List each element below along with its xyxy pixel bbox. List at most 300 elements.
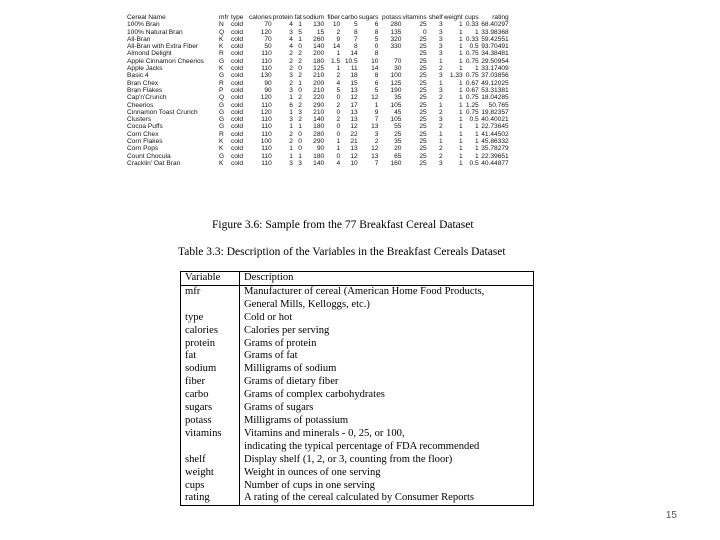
table-cell: 25 xyxy=(419,43,427,51)
variable-name: fiber xyxy=(181,376,240,389)
variable-description: Grams of complex carbohydrates xyxy=(244,389,385,401)
table-cell: 1 xyxy=(475,152,479,160)
table-cell: 1 xyxy=(289,152,293,160)
table-cell: 130 xyxy=(313,21,325,29)
table-cell: 1 xyxy=(459,86,463,94)
table-cell: 50 xyxy=(264,43,272,51)
table-cell: 210 xyxy=(313,72,325,80)
variable-name: fat xyxy=(181,350,240,363)
table-cell: 120 xyxy=(260,108,272,116)
table-cell: 1 xyxy=(459,130,463,138)
table-cell: 65 xyxy=(394,152,402,160)
variable-name: rating xyxy=(181,492,240,505)
sample-header-cell: type xyxy=(231,14,244,21)
table-cell: 33.17409 xyxy=(481,65,509,73)
table-cell: 25 xyxy=(419,57,427,65)
table-cell: K xyxy=(219,138,224,146)
table-cell: Apple Jacks xyxy=(127,65,163,73)
table-cell: 2 xyxy=(374,138,379,146)
table-cell: 18 xyxy=(350,72,358,80)
table-cell: 8 xyxy=(354,28,358,36)
table-cell: 70 xyxy=(264,35,272,43)
table-row xyxy=(127,80,510,87)
table-cell: 25 xyxy=(419,65,427,73)
table-cell: 3 xyxy=(289,72,293,80)
table-cell: 50.765 xyxy=(488,101,509,109)
figure-caption: Figure 3.6: Sample from the 77 Breakfast Cereal Dataset xyxy=(212,219,474,231)
table-cell: 3 xyxy=(289,86,293,94)
variable-row xyxy=(181,299,534,312)
table-cell: 35.78279 xyxy=(481,145,509,153)
table-cell: R xyxy=(219,50,224,58)
table-cell: 0 xyxy=(298,43,302,51)
table-cell: 37.03856 xyxy=(481,72,509,80)
table-cell: cold xyxy=(231,94,244,102)
table-cell: 11 xyxy=(350,65,358,73)
table-cell: 15 xyxy=(350,79,358,87)
table-cell: 100 xyxy=(390,72,402,80)
table-cell: 100 xyxy=(260,138,272,146)
table-cell: 190 xyxy=(390,86,402,94)
variable-name: vitamins xyxy=(181,428,240,441)
table-cell: 2 xyxy=(438,152,443,160)
table-cell: Almond Delight xyxy=(127,50,172,58)
table-cell: 1 xyxy=(459,35,463,43)
table-cell: 1 xyxy=(475,130,479,138)
table-cell: G xyxy=(219,57,225,65)
table-row xyxy=(127,94,510,101)
table-cell: 9 xyxy=(336,35,341,43)
table-cell: 5 xyxy=(374,86,379,94)
table-cell: 1 xyxy=(298,152,302,160)
table-cell: 53.31381 xyxy=(481,86,509,94)
table-cell: 210 xyxy=(313,108,325,116)
table-cell: 3 xyxy=(438,43,443,51)
variable-row xyxy=(181,480,534,493)
table-cell: 1 xyxy=(438,130,443,138)
table-cell: Cheerios xyxy=(127,101,154,109)
table-cell: 0.75 xyxy=(465,94,479,102)
table-cell: 2 xyxy=(438,94,443,102)
table-cell: 1 xyxy=(336,138,341,146)
table-cell: 30 xyxy=(394,65,402,73)
table-cell: 25 xyxy=(419,123,427,131)
table-cell: 0.67 xyxy=(465,86,479,94)
table-cell: 13 xyxy=(350,145,358,153)
table-cell: Corn Pops xyxy=(127,145,159,153)
sample-header-cell: weight xyxy=(443,14,463,21)
table-cell: 25 xyxy=(419,72,427,80)
table-cell: 1 xyxy=(298,21,302,29)
table-cell: 1 xyxy=(289,123,293,131)
table-cell: R xyxy=(219,130,224,138)
table-cell: 10 xyxy=(332,21,341,29)
sample-header-cell: sodium xyxy=(302,14,325,21)
variable-row xyxy=(181,492,534,505)
variable-name: potass xyxy=(181,415,240,428)
table-cell: cold xyxy=(231,57,244,65)
table-cell: 100% Bran xyxy=(127,21,160,29)
table-cell: 1 xyxy=(298,35,302,43)
table-cell: Corn Flakes xyxy=(127,138,163,146)
table-cell: 13 xyxy=(350,86,358,94)
table-cell: 1 xyxy=(438,101,443,109)
variable-name: sugars xyxy=(181,402,240,415)
table-cell: 220 xyxy=(313,94,325,102)
table-cell: G xyxy=(219,101,225,109)
table-cell: 3 xyxy=(298,159,302,167)
table-caption: Table 3.3: Description of the Variables in the Breakfast Cereals Dataset xyxy=(178,246,506,258)
variable-description: Weight in ounces of one serving xyxy=(244,466,381,478)
table-cell: 14 xyxy=(350,50,358,58)
variable-description: Vitamins and minerals - 0, 25, or 100, xyxy=(244,427,405,439)
table-cell: cold xyxy=(231,86,244,94)
table-cell: 1 xyxy=(459,145,463,153)
table-cell: Apple Cinnamon Cheerios xyxy=(127,57,204,65)
table-cell: 320 xyxy=(390,35,402,43)
table-row xyxy=(127,153,510,160)
table-cell: 2 xyxy=(438,145,443,153)
variable-name: protein xyxy=(181,338,240,351)
table-cell: 180 xyxy=(313,123,325,131)
table-cell: 3 xyxy=(438,28,443,36)
table-cell: cold xyxy=(231,145,244,153)
table-cell: 12 xyxy=(371,94,379,102)
variable-row xyxy=(181,285,534,298)
table-cell: 105 xyxy=(390,116,402,124)
table-cell: Q xyxy=(219,94,225,102)
table-cell: 1 xyxy=(459,108,463,116)
table-cell: 13 xyxy=(371,123,379,131)
table-cell: 125 xyxy=(313,65,325,73)
table-cell: 2 xyxy=(289,79,293,87)
table-cell: 0 xyxy=(336,130,341,138)
table-cell: 93.70491 xyxy=(481,43,509,51)
table-cell: 25 xyxy=(419,116,427,124)
sample-header-cell: sugars xyxy=(358,14,379,21)
table-cell: 25 xyxy=(419,21,427,29)
table-cell: 2 xyxy=(298,94,302,102)
table-cell: cold xyxy=(231,79,244,87)
table-cell: 19.82357 xyxy=(481,108,509,116)
table-cell: 1 xyxy=(298,79,302,87)
table-cell: 59.42551 xyxy=(481,35,509,43)
table-cell: 2 xyxy=(289,57,293,65)
table-cell: 4 xyxy=(336,79,341,87)
table-cell: 140 xyxy=(313,43,325,51)
table-cell: 10 xyxy=(371,57,379,65)
table-cell: 1 xyxy=(289,145,293,153)
table-cell: 13 xyxy=(371,152,379,160)
table-cell: G xyxy=(219,72,225,80)
table-cell: 90 xyxy=(264,79,272,87)
variable-name xyxy=(181,299,240,312)
table-cell: 10.5 xyxy=(344,57,358,65)
table-row xyxy=(127,50,510,57)
table-cell: 290 xyxy=(313,138,325,146)
table-cell: 110 xyxy=(261,65,272,73)
table-cell: 8 xyxy=(374,28,379,36)
table-cell: 90 xyxy=(264,86,272,94)
table-cell: 40.44877 xyxy=(481,159,509,167)
table-cell: 110 xyxy=(261,123,272,131)
table-cell: cold xyxy=(231,108,244,116)
variable-name: cups xyxy=(181,480,240,493)
table-cell: R xyxy=(219,79,224,87)
table-cell: 3 xyxy=(438,159,443,167)
table-cell: 2 xyxy=(289,138,293,146)
table-cell: Bran Chex xyxy=(127,79,159,87)
table-cell: 3 xyxy=(298,108,302,116)
table-row xyxy=(127,87,510,94)
table-cell: 1 xyxy=(459,28,463,36)
table-cell: 3 xyxy=(438,72,443,80)
variable-description: Manufacturer of cereal (American Home Food Products, xyxy=(244,285,485,297)
table-cell: 2 xyxy=(438,108,443,116)
table-cell: 125 xyxy=(390,79,402,87)
table-cell: 1 xyxy=(475,145,479,153)
variable-row xyxy=(181,467,534,480)
table-cell: 2 xyxy=(336,116,341,124)
table-cell: 5 xyxy=(354,21,358,29)
table-cell: 2 xyxy=(298,57,302,65)
table-cell: G xyxy=(219,116,225,124)
table-cell: Corn Chex xyxy=(127,130,159,138)
table-cell: 110 xyxy=(261,57,272,65)
table-cell: 25 xyxy=(419,159,427,167)
table-cell: 3 xyxy=(289,28,293,36)
variable-row xyxy=(181,389,534,402)
table-cell: 22 xyxy=(350,130,358,138)
sample-header-cell: rating xyxy=(492,14,509,21)
sample-header-cell: carbo xyxy=(341,14,358,21)
table-cell: 0 xyxy=(336,108,341,116)
table-cell xyxy=(379,50,402,57)
table-cell: 0.75 xyxy=(465,57,479,65)
table-cell: 6 xyxy=(374,21,379,29)
variable-description: A rating of the cereal calculated by Consumer Reports xyxy=(244,492,475,504)
table-cell: 25 xyxy=(419,152,427,160)
variable-description: Number of cups in one serving xyxy=(244,479,375,491)
table-cell: 1 xyxy=(475,28,479,36)
variable-name: calories xyxy=(181,325,240,338)
table-row xyxy=(127,58,510,65)
table-row xyxy=(127,116,510,123)
variable-row xyxy=(181,338,534,351)
table-cell: 4 xyxy=(289,43,293,51)
table-cell: 0.33 xyxy=(465,35,479,43)
table-cell: K xyxy=(219,145,224,153)
table-cell: 49.12025 xyxy=(481,79,509,87)
variable-name: carbo xyxy=(181,389,240,402)
table-cell: 130 xyxy=(260,72,272,80)
table-cell: 0.33 xyxy=(465,21,479,29)
table-cell: 25 xyxy=(419,79,427,87)
table-cell: 25 xyxy=(419,94,427,102)
table-cell: 33.98368 xyxy=(481,28,509,36)
table-cell: 8 xyxy=(354,43,358,51)
table-cell: 3 xyxy=(289,159,293,167)
table-row xyxy=(127,102,510,109)
table-cell: G xyxy=(219,108,225,116)
variable-description: Grams of dietary fiber xyxy=(244,376,339,388)
table-cell: 5 xyxy=(298,28,302,36)
table-cell: 8 xyxy=(374,50,379,58)
table-cell: G xyxy=(219,152,225,160)
variable-description: Grams of fat xyxy=(244,350,298,362)
table-cell: 200 xyxy=(313,79,325,87)
variables-header-row xyxy=(181,272,534,286)
table-cell: 34.38481 xyxy=(481,50,509,58)
table-cell: 1 xyxy=(336,65,341,73)
table-cell: 1 xyxy=(438,138,443,146)
table-row xyxy=(127,109,510,116)
table-cell: Cocoa Puffs xyxy=(127,123,163,131)
table-cell: cold xyxy=(231,116,244,124)
table-cell: 2 xyxy=(438,123,443,131)
table-cell: 2 xyxy=(298,101,302,109)
table-cell: 110 xyxy=(261,50,272,58)
table-cell: 3 xyxy=(289,116,293,124)
table-cell: 0.75 xyxy=(465,72,479,80)
table-cell: 180 xyxy=(313,57,325,65)
table-cell: 1 xyxy=(459,50,463,58)
table-cell: 6 xyxy=(289,101,293,109)
table-cell: 0.75 xyxy=(465,50,479,58)
table-cell: 15 xyxy=(316,28,325,36)
table-cell: 0 xyxy=(298,145,302,153)
variable-description: Grams of protein xyxy=(244,337,317,349)
table-cell: Clusters xyxy=(127,116,152,124)
table-cell: 22.73645 xyxy=(481,123,509,131)
table-cell: 2 xyxy=(298,72,302,80)
table-cell: 25 xyxy=(419,35,427,43)
table-cell: 180 xyxy=(313,152,325,160)
variable-name: type xyxy=(181,312,240,325)
table-cell: cold xyxy=(231,28,244,36)
table-cell: 0 xyxy=(298,138,302,146)
table-row xyxy=(127,160,510,167)
table-cell: Count Chocula xyxy=(127,152,171,160)
variable-description: Milligrams of potassium xyxy=(244,414,349,426)
table-cell: 1 xyxy=(459,65,463,73)
table-cell: 12 xyxy=(371,145,379,153)
table-cell: 1.5 xyxy=(331,57,341,65)
table-cell: K xyxy=(219,35,224,43)
table-cell: 1.25 xyxy=(465,101,479,109)
variable-row xyxy=(181,454,534,467)
variable-name: weight xyxy=(181,467,240,480)
variables-description-table xyxy=(180,271,534,506)
table-cell: 14 xyxy=(371,65,379,73)
table-cell: 2 xyxy=(298,116,302,124)
table-cell: 12 xyxy=(350,123,358,131)
variable-name: shelf xyxy=(181,454,240,467)
table-cell: 1 xyxy=(459,21,463,29)
table-cell: 1 xyxy=(459,57,463,65)
table-cell: 7 xyxy=(354,35,358,43)
table-cell: 17 xyxy=(350,101,358,109)
variable-row xyxy=(181,363,534,376)
table-cell: 25 xyxy=(419,138,427,146)
table-cell: 25 xyxy=(419,130,427,138)
table-cell: All-Bran with Extra Fiber xyxy=(127,43,199,51)
table-cell: 2 xyxy=(336,28,341,36)
description-header: Description xyxy=(240,272,534,286)
variable-description: Calories per serving xyxy=(244,324,330,336)
variable-row xyxy=(181,402,534,415)
table-cell: 2 xyxy=(289,130,293,138)
table-cell: 140 xyxy=(313,159,325,167)
sample-header-cell: fiber xyxy=(327,14,341,21)
table-cell: 1 xyxy=(475,123,479,131)
table-cell: 2 xyxy=(336,101,341,109)
variable-row xyxy=(181,312,534,325)
variable-description: Display shelf (1, 2, or 3, counting from the floor) xyxy=(244,453,453,465)
table-cell: 140 xyxy=(313,116,325,124)
table-cell: 1 xyxy=(459,138,463,146)
table-cell: K xyxy=(219,65,224,73)
table-cell: 8 xyxy=(374,72,379,80)
variable-row xyxy=(181,415,534,428)
variable-name xyxy=(181,441,240,454)
table-cell: 290 xyxy=(313,101,325,109)
table-cell: cold xyxy=(231,50,244,58)
table-cell: 35 xyxy=(394,138,402,146)
table-cell: 1 xyxy=(374,101,379,109)
table-cell: 1 xyxy=(298,123,302,131)
table-cell: 2 xyxy=(336,72,341,80)
table-cell: 7 xyxy=(374,159,379,167)
table-cell: 25 xyxy=(394,130,402,138)
table-cell: K xyxy=(219,43,224,51)
sample-header-cell: protein xyxy=(272,14,293,21)
table-cell: 45 xyxy=(394,108,402,116)
table-cell: 0.75 xyxy=(465,108,479,116)
table-cell: 6 xyxy=(374,79,379,87)
sample-header-row xyxy=(127,14,510,21)
table-row xyxy=(127,43,510,50)
table-cell: P xyxy=(219,86,224,94)
table-cell: 9 xyxy=(374,108,379,116)
table-cell: Cinnamon Toast Crunch xyxy=(127,108,198,116)
table-cell: 1 xyxy=(459,79,463,87)
table-cell: 1 xyxy=(475,138,479,146)
table-cell: 120 xyxy=(260,94,272,102)
table-cell: 4 xyxy=(289,21,293,29)
table-row xyxy=(127,138,510,145)
table-cell: 22.39651 xyxy=(481,152,509,160)
table-cell: 0 xyxy=(422,28,427,36)
table-cell: 1 xyxy=(459,116,463,124)
cereal-sample-table xyxy=(127,14,510,167)
table-cell: Bran Flakes xyxy=(127,86,163,94)
variable-row xyxy=(181,441,534,454)
table-cell: 0 xyxy=(336,94,341,102)
sample-header-cell: mfr xyxy=(219,14,229,21)
table-cell: 10 xyxy=(350,159,358,167)
table-cell: 3 xyxy=(438,116,443,124)
variable-row xyxy=(181,350,534,363)
table-row xyxy=(127,21,510,28)
table-cell: 1 xyxy=(459,94,463,102)
table-cell: 1 xyxy=(438,57,443,65)
table-cell: All-Bran xyxy=(127,35,151,43)
table-cell: 55 xyxy=(394,123,402,131)
variable-description: General Mills, Kelloggs, etc.) xyxy=(244,298,370,310)
table-cell: 1 xyxy=(475,65,479,73)
table-cell: 3 xyxy=(438,35,443,43)
